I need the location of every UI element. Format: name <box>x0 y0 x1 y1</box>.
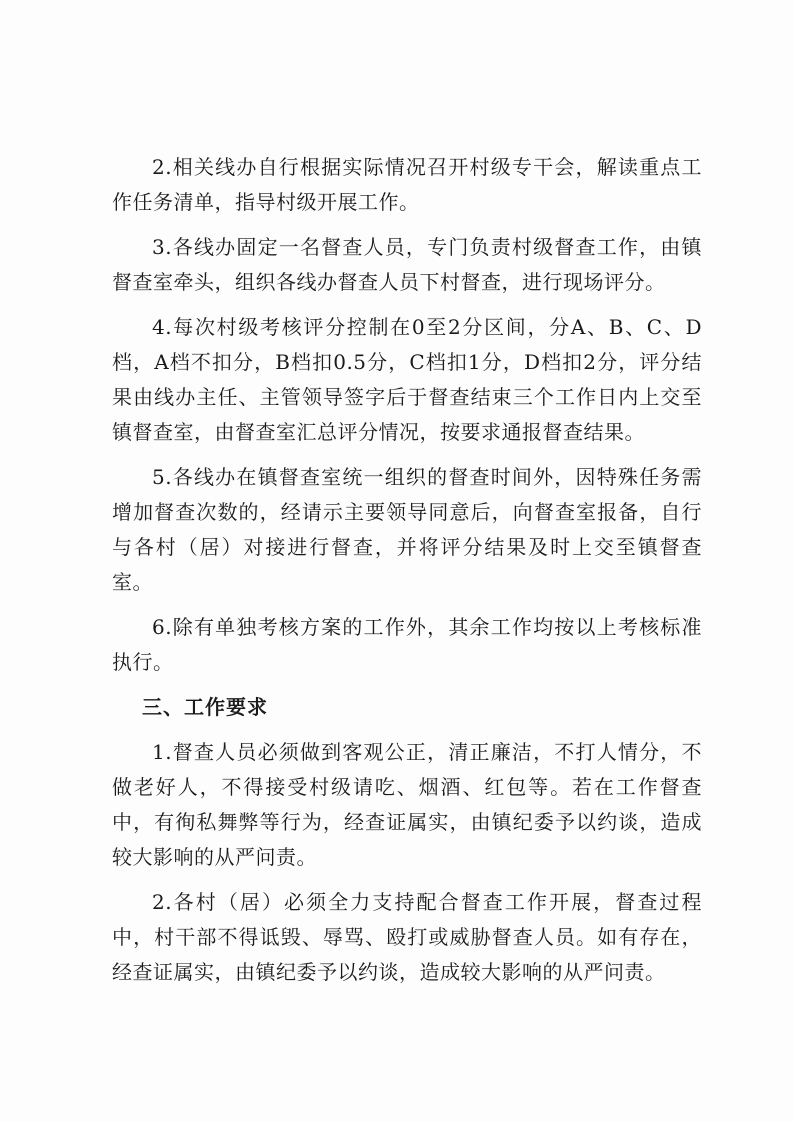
document-body <box>112 150 702 1000</box>
requirement-item-2: 2.各村（居）必须全力支持配合督查工作开展，督查过程中，村干部不得诋毁、辱骂、殴打或威胁督查人员。如有存在，经查证属实，由镇纪委予以约谈，造成较大影响的从严问责。 <box>112 890 702 984</box>
paragraph-item-3: 3.各线办固定一名督查人员，专门负责村级督查工作，由镇督查室牵头，组织各线办督查人员下村督查，进行现场评分。 <box>112 235 702 294</box>
paragraph-item-5: 5.各线办在镇督查室统一组织的督查时间外，因特殊任务需增加督查次数的，经请示主要领导同意后，向督查室报备，自行与各村（居）对接进行督查，并将评分结果及时上交至镇督查室。 <box>112 465 702 594</box>
paragraph-item-4: 4.每次村级考核评分控制在0至2分区间，分A、B、C、D档，A档不扣分，B档扣0.5分，C档扣1分，D档扣2分，评分结果由线办主任、主管领导签字后于督查结束三个工作日内上交至镇督查室，由督查室汇总评分情况，按要求通报督查结果。 <box>112 315 702 444</box>
requirement-item-1: 1.督查人员必须做到客观公正，清正廉洁，不打人情分，不做老好人，不得接受村级请吃、烟酒、红包等。若在工作督查中，有徇私舞弊等行为，经查证属实，由镇纪委予以约谈，造成较大影响的从严问责。 <box>112 740 702 869</box>
paragraph-item-2: 2.相关线办自行根据实际情况召开村级专干会，解读重点工作任务清单，指导村级开展工作。 <box>112 155 702 214</box>
paragraph-item-6: 6.除有单独考核方案的工作外，其余工作均按以上考核标准执行。 <box>112 615 702 674</box>
section-heading-work-requirements: 三、工作要求 <box>142 695 268 719</box>
